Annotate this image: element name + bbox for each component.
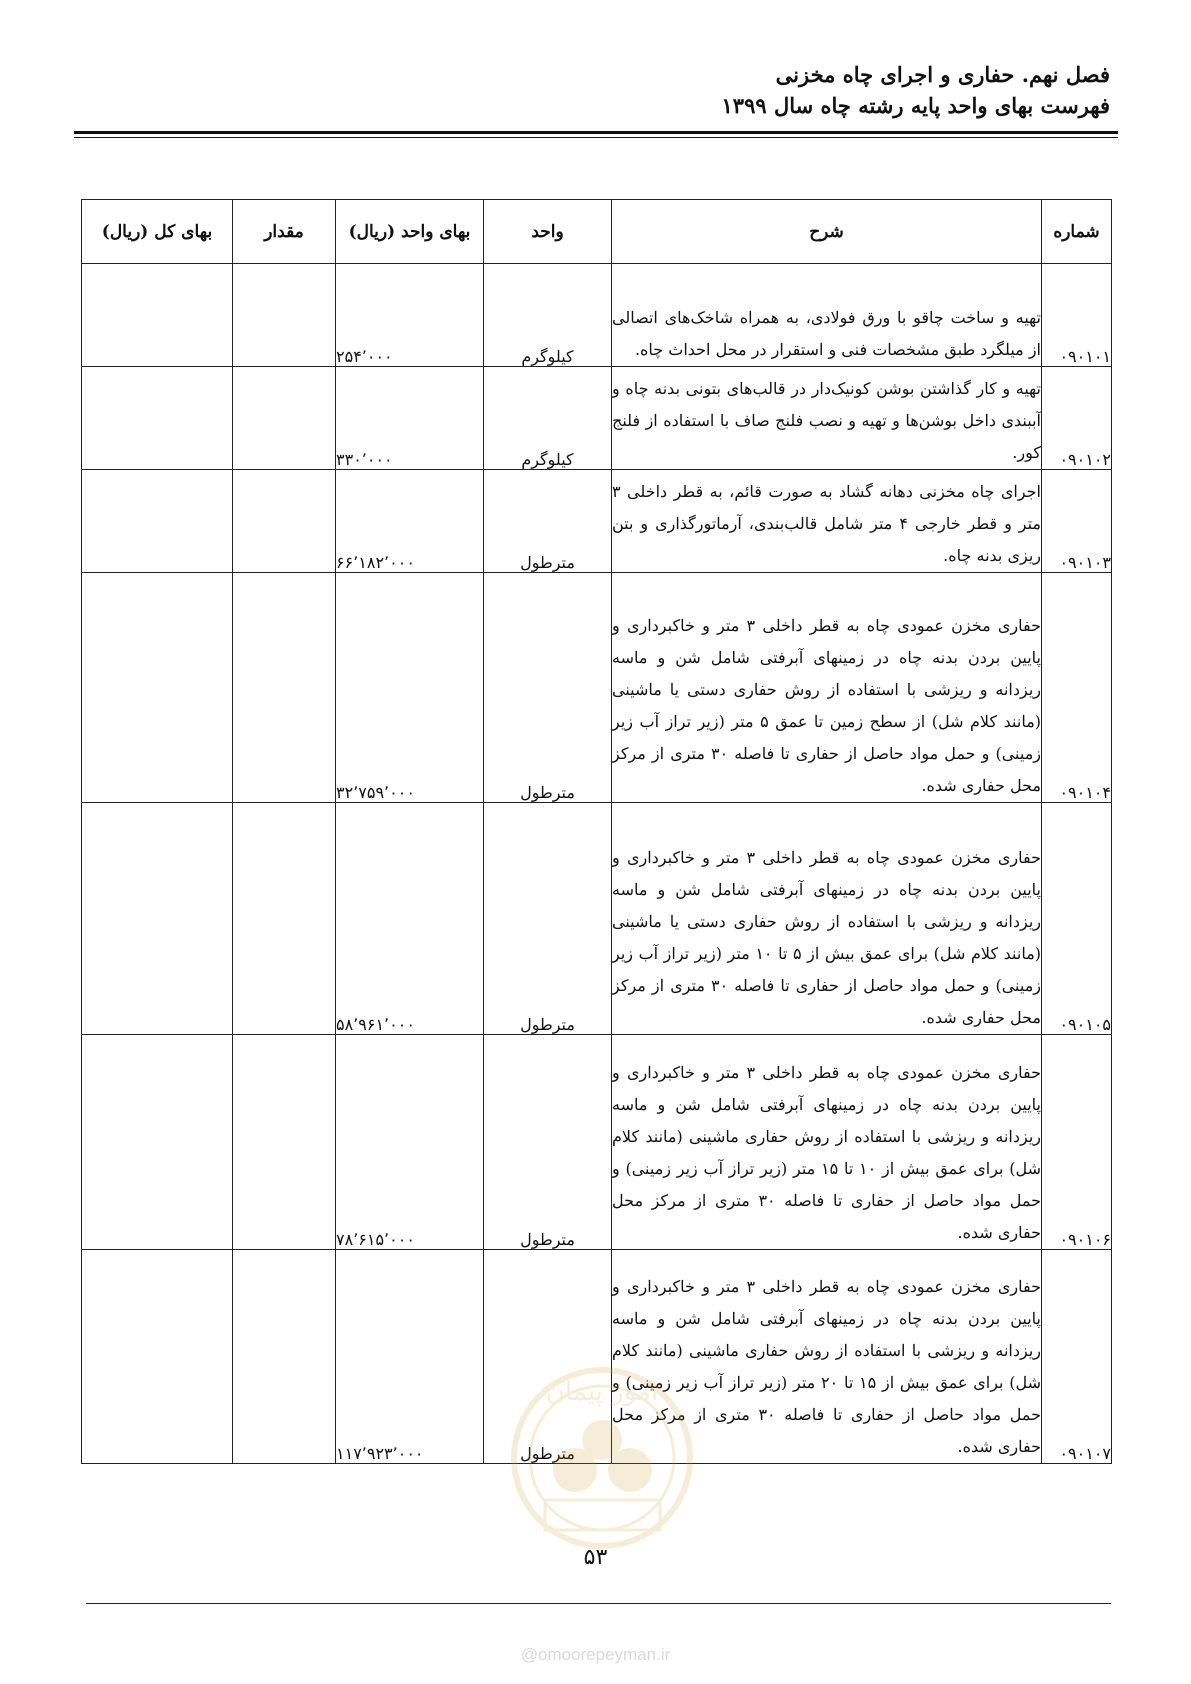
table-row: [82, 367, 1112, 470]
row-total: [82, 470, 233, 573]
row-total: [82, 264, 233, 367]
row-unit-price: ۳۲٬۷۵۹٬۰۰۰: [336, 573, 484, 803]
list-subtitle: فهرست بهای واحد پایه رشته چاه سال ۱۳۹۹: [721, 93, 1110, 118]
row-unit: مترطول: [484, 470, 612, 573]
row-total: [82, 573, 233, 803]
table-row: [82, 1035, 1112, 1250]
row-code: ۰۹۰۱۰۱: [1042, 264, 1112, 367]
row-total: [82, 1035, 233, 1250]
col-header-unit-price: بهای واحد (ریال): [336, 200, 484, 264]
row-unit-price: ۲۵۴٬۰۰۰: [336, 264, 484, 367]
row-qty: [233, 1035, 336, 1250]
col-header-total: بهای کل (ریال): [82, 200, 233, 264]
row-desc: اجرای چاه مخزنی دهانه گشاد به صورت قائم، به قطر داخلی ۳ متر و قطر خارجی ۴ متر شامل قالب‌بندی، آرماتورگذاری و بتن ریزی بدنه چاه.: [612, 470, 1042, 573]
row-unit-price: ۷۸٬۶۱۵٬۰۰۰: [336, 1035, 484, 1250]
header-rule-thin: [74, 137, 1118, 138]
footer-rule: [86, 1603, 1111, 1604]
header-rule-thick: [74, 131, 1118, 134]
table-row: [82, 470, 1112, 573]
row-qty: [233, 1250, 336, 1464]
row-desc: تهیه و ساخت چاقو با ورق فولادی، به همراه شاخک‌های اتصالی از میلگرد طبق مشخصات فنی و استقرار در محل احداث چاه.: [612, 264, 1042, 367]
row-unit: مترطول: [484, 1250, 612, 1464]
row-unit: کیلوگرم: [484, 264, 612, 367]
row-desc: حفاری مخزن عمودی چاه به قطر داخلی ۳ متر و خاکبرداری و پایین بردن بدنه چاه در زمینهای آبرفتی شامل شن و ماسه ریزدانه و ریزشی با استفاده از روش حفاری ماشینی (مانند کلام شل) برای عمق بیش از ۱۰ تا ۱۵ متر (زیر تراز آب زیر زمینی) و حمل مواد حاصل از حفاری تا فاصله ۳۰ متری از مرکز محل حفاری شده.: [612, 1035, 1042, 1250]
row-unit-price: ۱۱۷٬۹۲۳٬۰۰۰: [336, 1250, 484, 1464]
row-desc: حفاری مخزن عمودی چاه به قطر داخلی ۳ متر و خاکبرداری و پایین بردن بدنه چاه در زمینهای آبرفتی شامل شن و ماسه ریزدانه و ریزشی با استفاده از روش حفاری ماشینی (مانند کلام شل) برای عمق بیش از ۱۵ تا ۲۰ متر (زیر تراز آب زیر زمینی) و حمل مواد حاصل از حفاری تا فاصله ۳۰ متری از مرکز محل حفاری شده.: [612, 1250, 1042, 1464]
col-header-code: شماره: [1042, 200, 1112, 264]
row-code: ۰۹۰۱۰۴: [1042, 573, 1112, 803]
row-unit-price: ۳۳۰٬۰۰۰: [336, 367, 484, 470]
col-header-qty: مقدار: [233, 200, 336, 264]
row-code: ۰۹۰۱۰۲: [1042, 367, 1112, 470]
watermark-url: @omoorepeyman.ir: [520, 1645, 671, 1664]
row-qty: [233, 470, 336, 573]
row-qty: [233, 367, 336, 470]
col-header-desc: شرح: [612, 200, 1042, 264]
row-unit: مترطول: [484, 573, 612, 803]
col-header-unit: واحد: [484, 200, 612, 264]
row-total: [82, 803, 233, 1035]
price-table: [81, 199, 1112, 1464]
row-desc: حفاری مخزن عمودی چاه به قطر داخلی ۳ متر و خاکبرداری و پایین بردن بدنه چاه در زمینهای آبرفتی شامل شن و ماسه ریزدانه و ریزشی با استفاده از روش حفاری دستی یا ماشینی (مانند کلام شل) برای عمق بیش از ۵ تا ۱۰ متر (زیر تراز آب زیر زمینی) و حمل مواد حاصل از حفاری تا فاصله ۳۰ متری از مرکز محل حفاری شده.: [612, 803, 1042, 1035]
watermark-logo: [505, 1340, 700, 1570]
row-unit: کیلوگرم: [484, 367, 612, 470]
row-unit: مترطول: [484, 803, 612, 1035]
table-row: [82, 803, 1112, 1035]
row-qty: [233, 264, 336, 367]
row-code: ۰۹۰۱۰۶: [1042, 1035, 1112, 1250]
row-desc: حفاری مخزن عمودی چاه به قطر داخلی ۳ متر و خاکبرداری و پایین بردن بدنه چاه در زمینهای آبرفتی شامل شن و ماسه ریزدانه و ریزشی با استفاده از روش حفاری دستی یا ماشینی (مانند کلام شل) از سطح زمین تا عمق ۵ متر (زیر تراز آب زیر زمینی) و حمل مواد حاصل از حفاری تا فاصله ۳۰ متری از مرکز محل حفاری شده.: [612, 573, 1042, 803]
page-number: ۵۳: [583, 1545, 608, 1570]
row-code: ۰۹۰۱۰۵: [1042, 803, 1112, 1035]
row-total: [82, 367, 233, 470]
row-unit: مترطول: [484, 1035, 612, 1250]
row-code: ۰۹۰۱۰۷: [1042, 1250, 1112, 1464]
row-code: ۰۹۰۱۰۳: [1042, 470, 1112, 573]
table-row: [82, 264, 1112, 367]
document-header: [722, 60, 1110, 122]
table-row: [82, 573, 1112, 803]
row-qty: [233, 803, 336, 1035]
row-qty: [233, 573, 336, 803]
table-header-row: [82, 200, 1112, 264]
row-desc: تهیه و کار گذاشتن بوشن کونیک‌دار در قالب‌های بتونی بدنه چاه و آببندی داخل بوشن‌ها و تهیه و نصب فلنج صاف با استفاده از فلنج کور.: [612, 367, 1042, 470]
row-total: [82, 1250, 233, 1464]
row-unit-price: ۶۶٬۱۸۲٬۰۰۰: [336, 470, 484, 573]
watermark-logo-text: امور پیمان: [545, 1377, 659, 1407]
chapter-title: فصل نهم. حفاری و اجرای چاه مخزنی: [775, 62, 1110, 87]
row-unit-price: ۵۸٬۹۶۱٬۰۰۰: [336, 803, 484, 1035]
